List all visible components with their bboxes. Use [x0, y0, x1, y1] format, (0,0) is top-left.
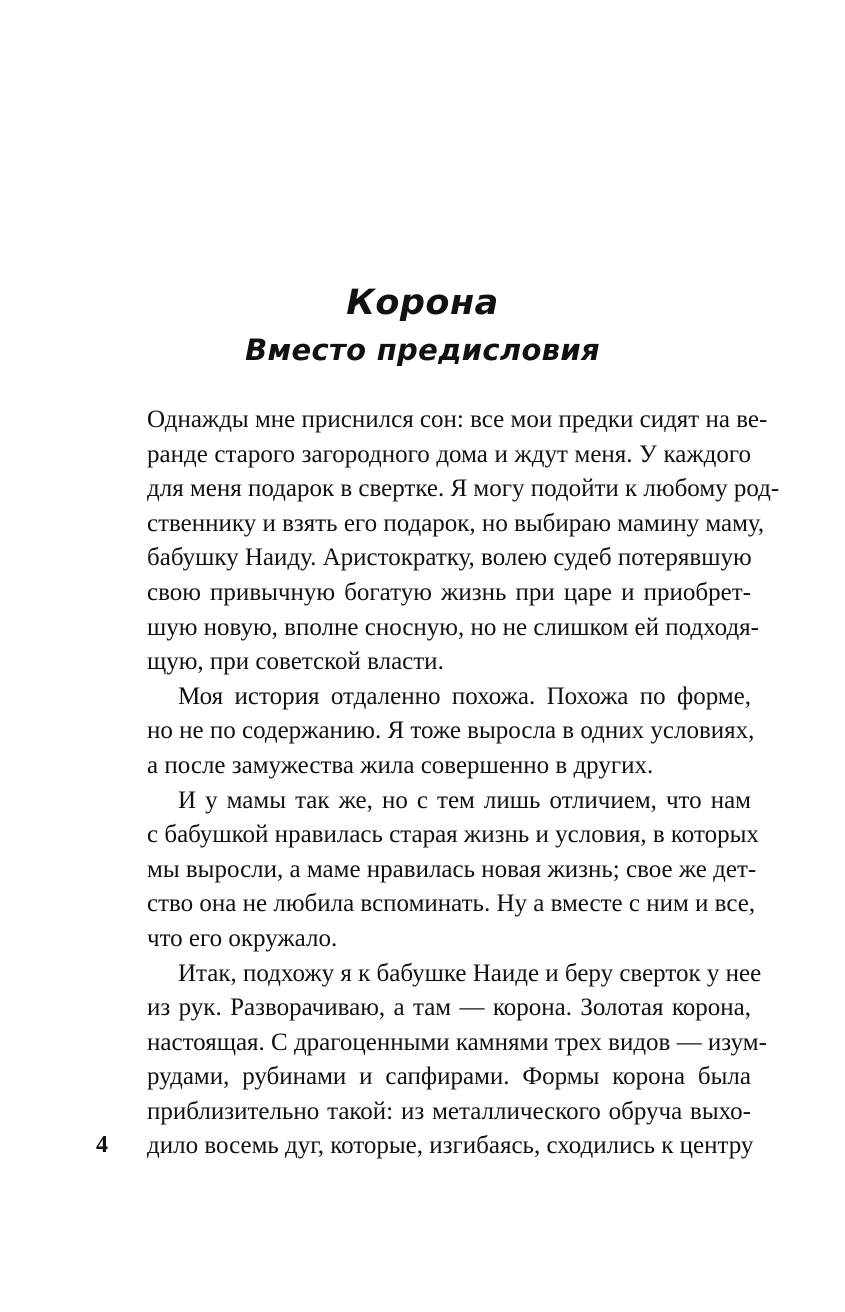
- text-line: ство она не любила вспоминать. Ну а вместе с ним и все,: [147, 890, 756, 918]
- chapter-body: [147, 403, 780, 1164]
- chapter-subtitle: Вместо предисловия: [245, 333, 600, 367]
- text-line: но не по содержанию. Я тоже выросла в одних условиях,: [147, 717, 755, 745]
- text-line: И у мамы так же, но с тем лишь отличием, что нам: [178, 786, 751, 814]
- text-line: что его окружало.: [147, 924, 338, 952]
- paragraph: [147, 403, 780, 680]
- text-line: ранде старого загородного дома и ждут меня. У каждого: [147, 440, 751, 468]
- text-line: ственнику и взять его подарок, но выбираю мамину маму,: [147, 509, 765, 537]
- chapter-heading: [0, 280, 845, 372]
- text-line: Итак, подхожу я к бабушке Наиде и беру сверток у нее: [178, 959, 762, 987]
- text-line: с бабушкой нравилась старая жизнь и условия, в которых: [147, 821, 759, 849]
- text-line: мы выросли, а маме нравилась новая жизнь; свое же дет-: [147, 855, 757, 883]
- text-line: а после замужества жила совершенно в других.: [147, 751, 654, 779]
- text-line: приблизительно такой: из металлического обруча выхо-: [147, 1097, 751, 1125]
- chapter-title: Корона: [346, 283, 499, 323]
- text-line: шую новую, вполне сносную, но не слишком ей подходя-: [147, 613, 759, 641]
- text-line: Однажды мне приснился сон: все мои предки сидят на ве-: [147, 406, 768, 433]
- text-line: бабушку Наиду. Аристократку, волею судеб потерявшую: [147, 544, 752, 572]
- text-line: настоящая. С драгоценными камнями трех видов — изум-: [147, 1028, 767, 1056]
- paragraph: [147, 957, 767, 1165]
- text-line: из рук. Разворачиваю, а там — корона. Золотая корона,: [147, 994, 751, 1022]
- text-line: рудами, рубинами и сапфирами. Формы корона была: [147, 1063, 751, 1091]
- text-line: свою привычную богатую жизнь при царе и приобрет-: [147, 578, 751, 606]
- paragraph: [147, 784, 759, 957]
- text-line: дило восемь дуг, которые, изгибаясь, сходились к центру: [147, 1132, 754, 1160]
- text-line: Моя история отдаленно похожа. Похожа по форме,: [178, 682, 751, 710]
- page-number: 4: [96, 1132, 108, 1158]
- text-line: для меня подарок в свертке. Я могу подойти к любому род-: [147, 475, 780, 503]
- text-line: щую, при советской власти.: [147, 648, 444, 676]
- paragraph: [147, 680, 755, 784]
